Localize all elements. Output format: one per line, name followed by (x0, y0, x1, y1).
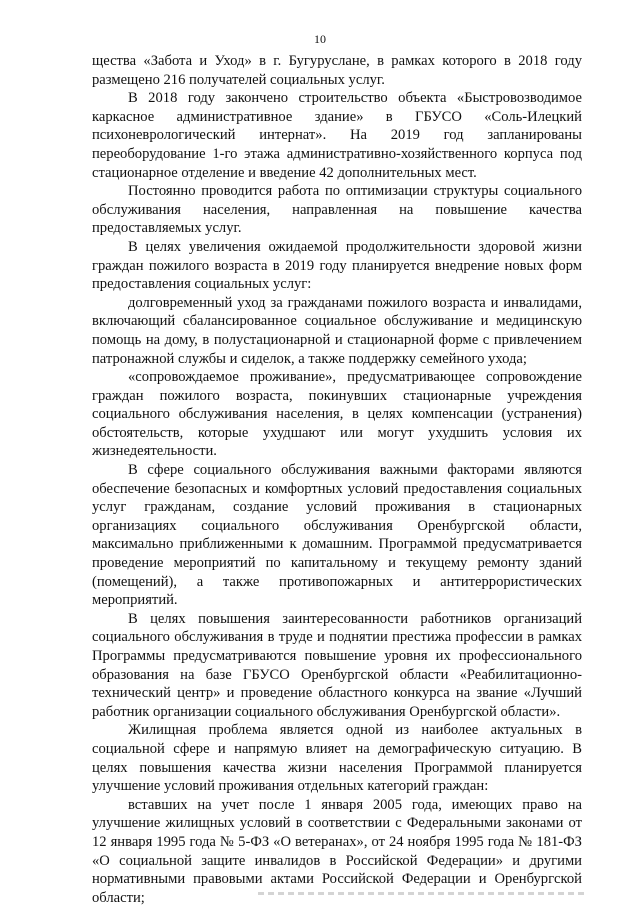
paragraph: вставших на учет после 1 января 2005 года, имеющих право на улучшение жилищных условий в соответствии с Федеральными законами от 12 января 1995 года № 5-ФЗ «О ветеранах», от 24 ноября 1995 года № 181-ФЗ «О социальной защите инвалидов в Российской Федерации» и другими нормативными правовыми актами Российской Федерации и Оренбургской области; (92, 796, 582, 906)
paragraph: щества «Забота и Уход» в г. Бугуруслане, в рамках которого в 2018 году размещено 216 получателей социальных услуг. (92, 53, 582, 88)
paragraph: В целях повышения заинтересованности работников организаций социального обслуживания в труде и поднятии престижа профессии в рамках Программы предусматриваются повышение уровня их профессионального образования на базе ГБУСО Оренбургской области «Реабилитационно-технический центр» и проведение областного конкурса на звание «Лучший работник организации социального обслуживания Оренбургской области». (92, 610, 582, 720)
page-number: 10 (314, 32, 326, 46)
document-body (92, 52, 582, 907)
paragraph: В сфере социального обслуживания важными факторами являются обеспечение безопасных и комфортных условий предоставления социальных услуг гражданам, создание условий проживания в стационарных организациях социального обслуживания Оренбургской области, максимально приближенными к домашним. Программой предусматривается проведение мероприятий по капитальному и текущему ремонту зданий (помещений), а также противопожарных и антитеррористических мероприятий. (92, 462, 582, 609)
paragraph: «сопровождаемое проживание», предусматривающее сопровождение граждан пожилого возраста, покинувших стационарные учреждения социального обслуживания населения, в целях компенсации (устранения) обстоятельств, которые ухудшают или могут ухудшить условия их жизнедеятельности. (92, 369, 582, 460)
paragraph: долговременный уход за гражданами пожилого возраста и инвалидами, включающий сбалансированное социальное обслуживание и медицинскую помощь на дому, в полустационарной и стационарной форме с привлечением патронажной службы и сиделок, а также поддержку семейного ухода; (92, 294, 582, 367)
paragraph: Жилищная проблема является одной из наиболее актуальных в социальной сфере и напрямую влияет на демографическую ситуацию. В целях повышения качества жизни населения Программой планируется улучшение условий проживания отдельных категорий граждан: (92, 722, 582, 795)
paragraph: В 2018 году закончено строительство объекта «Быстровозводимое каркасное административное здание» в ГБУСО «Соль-Илецкий психоневрологический интернат». На 2019 год запланированы переоборудование 1-го этажа административно-хозяйственного корпуса под стационарное отделение и введение 42 дополнительных мест. (92, 90, 582, 181)
scan-artifact-strip (258, 892, 588, 895)
paragraph: В целях увеличения ожидаемой продолжительности здоровой жизни граждан пожилого возраста в 2019 году планируется внедрение новых форм предоставления социальных услуг: (92, 238, 582, 293)
paragraph: Постоянно проводится работа по оптимизации структуры социального обслуживания населения, направленная на повышение качества предоставляемых услуг. (92, 183, 582, 237)
